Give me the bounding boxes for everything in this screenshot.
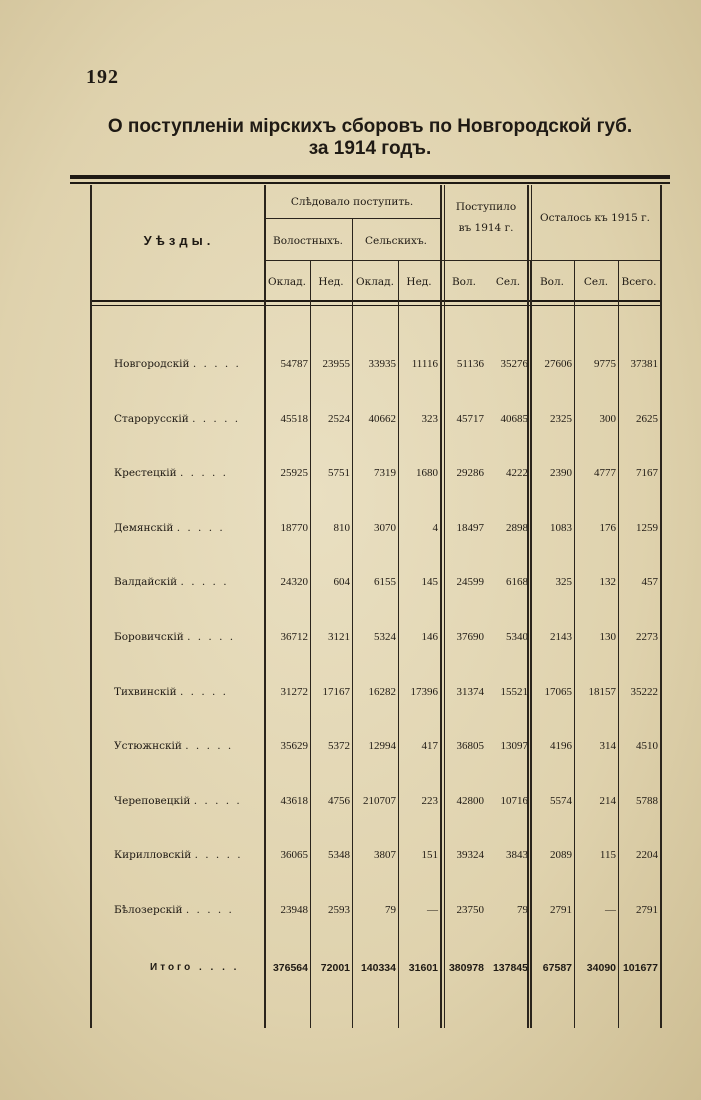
header-sel-ostalos: Сел. <box>583 276 609 288</box>
row-label: Боровичскій . . . . . <box>114 631 236 643</box>
header-uezdy: Уѣзды. <box>143 233 215 248</box>
row-label: Череповецкій . . . . . <box>114 794 242 807</box>
table-cell: 17396 <box>410 685 438 698</box>
table-cell: 1680 <box>416 467 438 480</box>
table-cell: 101677 <box>622 962 658 974</box>
table-cell: 140334 <box>360 962 396 974</box>
table-cell: 27606 <box>544 358 572 370</box>
table-top-rule <box>70 175 670 179</box>
table-cell: 1083 <box>550 521 572 534</box>
table-cell: 4196 <box>550 740 572 753</box>
table-cell: 37381 <box>630 358 658 370</box>
table-cell: 17065 <box>544 685 572 698</box>
header-postupilo-1: Поступило <box>455 201 517 213</box>
table-cell: 2524 <box>328 412 350 425</box>
table-cell: 5340 <box>506 631 528 643</box>
table-cell: 31272 <box>280 685 308 698</box>
table-cell: 5372 <box>328 740 350 753</box>
table-cell: 24320 <box>280 576 308 589</box>
table-cell: 17167 <box>322 685 350 698</box>
table-cell: 2273 <box>636 631 658 643</box>
table-cell: 4777 <box>594 467 616 480</box>
table-cell: 417 <box>421 740 438 753</box>
document-title-line2: за 1914 годъ. <box>308 138 432 159</box>
table-cell: 12994 <box>368 740 396 753</box>
header-volostnykh: Волостныхъ. <box>272 235 343 247</box>
table-cell: 18770 <box>280 521 308 534</box>
table-cell: — <box>605 904 616 916</box>
table-cell: 137845 <box>492 962 528 974</box>
header-vsego: Всего. <box>621 276 657 288</box>
table-cell: 223 <box>421 794 438 807</box>
table-cell: 43618 <box>280 794 308 807</box>
header-rule-subcols <box>264 260 660 261</box>
header-okl-vol: Оклад. <box>268 276 306 288</box>
table-cell: 146 <box>421 631 438 643</box>
table-cell: 810 <box>333 521 350 534</box>
table-cell: 4756 <box>328 794 350 807</box>
table-cell: 34090 <box>586 962 616 974</box>
table-cell: 210707 <box>363 794 396 807</box>
table-cell: 2204 <box>636 849 658 862</box>
table-cell: 29286 <box>456 467 484 480</box>
table-cell: 151 <box>421 849 438 862</box>
table-cell: 79 <box>385 904 396 916</box>
table-cell: — <box>427 904 438 916</box>
row-label: Новгородскій . . . . . <box>114 358 241 370</box>
row-label: Старорусскій . . . . . <box>114 412 241 425</box>
table-cell: 2593 <box>328 904 350 916</box>
table-cell: 6168 <box>506 576 528 589</box>
table-top-rule-2 <box>70 182 670 184</box>
table-cell: 214 <box>599 794 616 807</box>
header-ned-sel: Нед. <box>406 276 432 288</box>
table-cell: 3807 <box>374 849 396 862</box>
table-cell: 5788 <box>636 794 658 807</box>
table-cell: 314 <box>599 740 616 753</box>
table-cell: 37690 <box>456 631 484 643</box>
table-cell: 5574 <box>550 794 572 807</box>
table-cell: 45518 <box>280 412 308 425</box>
table-cell: 31601 <box>408 962 438 974</box>
table-cell: 36712 <box>280 631 308 643</box>
table-cell: 4 <box>432 521 438 534</box>
table-cell: 72001 <box>320 962 350 974</box>
column-divider <box>531 185 532 1028</box>
table-cell: 40685 <box>500 412 528 425</box>
table-cell: 35222 <box>630 685 658 698</box>
table-cell: 2143 <box>550 631 572 643</box>
table-cell: 51136 <box>456 358 484 370</box>
table-cell: 13097 <box>500 740 528 753</box>
page-number: 192 <box>86 66 119 88</box>
header-sel-postupilo: Сел. <box>495 276 521 288</box>
header-selskikh: Сельскихъ. <box>364 235 427 247</box>
table-cell: 5324 <box>374 631 396 643</box>
table-cell: 3070 <box>374 521 396 534</box>
table-cell: 23948 <box>280 904 308 916</box>
table-right-border <box>660 185 662 1028</box>
table-cell: 7319 <box>374 467 396 480</box>
table-cell: 2791 <box>550 904 572 916</box>
table-cell: 15521 <box>500 685 528 698</box>
table-cell: 24599 <box>456 576 484 589</box>
table-cell: 380978 <box>448 962 484 974</box>
table-cell: 18157 <box>588 685 616 698</box>
table-cell: 145 <box>421 576 438 589</box>
table-cell: 1259 <box>636 521 658 534</box>
table-cell: 10716 <box>500 794 528 807</box>
table-cell: 2898 <box>506 521 528 534</box>
table-cell: 9775 <box>594 358 616 370</box>
table-cell: 18497 <box>456 521 484 534</box>
table-cell: 45717 <box>456 412 484 425</box>
header-sledovalo: Слѣдовало поступить. <box>290 196 414 208</box>
table-cell: 31374 <box>456 685 484 698</box>
table-cell: 2325 <box>550 412 572 425</box>
table-cell: 35276 <box>500 358 528 370</box>
table-cell: 4222 <box>506 467 528 480</box>
row-label: Кирилловскій . . . . . <box>114 849 243 862</box>
table-cell: 11116 <box>411 358 438 370</box>
table-cell: 42800 <box>456 794 484 807</box>
table-cell: 2791 <box>636 904 658 916</box>
table-cell: 2089 <box>550 849 572 862</box>
total-row-label: Итого . . . . <box>150 962 240 973</box>
column-divider <box>440 185 442 1028</box>
document-title-line1: О поступленіи мірскихъ сборовъ по Новгородской губ. <box>107 116 633 137</box>
table-cell: 23955 <box>322 358 350 370</box>
table-cell: 5348 <box>328 849 350 862</box>
table-cell: 176 <box>599 521 616 534</box>
table-cell: 604 <box>333 576 350 589</box>
table-cell: 323 <box>421 412 438 425</box>
table-cell: 40662 <box>368 412 396 425</box>
table-cell: 33935 <box>368 358 396 370</box>
table-cell: 300 <box>599 412 616 425</box>
table-cell: 36805 <box>456 740 484 753</box>
table-cell: 132 <box>599 576 616 589</box>
table-cell: 35629 <box>280 740 308 753</box>
table-cell: 5751 <box>328 467 350 480</box>
column-divider <box>264 185 266 1028</box>
table-cell: 2390 <box>550 467 572 480</box>
table-cell: 3843 <box>506 849 528 862</box>
table-cell: 7167 <box>636 467 658 480</box>
header-vol-postupilo: Вол. <box>451 276 477 288</box>
table-left-border <box>90 185 92 1028</box>
row-label: Валдайскій . . . . . <box>114 576 229 589</box>
table-cell: 4510 <box>636 740 658 753</box>
table-cell: 376564 <box>272 962 308 974</box>
table-cell: 325 <box>555 576 572 589</box>
table-cell: 54787 <box>280 358 308 370</box>
table-cell: 2625 <box>636 412 658 425</box>
row-label: Устюжнскій . . . . . <box>114 740 234 753</box>
column-divider <box>527 185 529 1028</box>
table-cell: 16282 <box>368 685 396 698</box>
table-cell: 25925 <box>280 467 308 480</box>
table-cell: 6155 <box>374 576 396 589</box>
row-label: Тихвинскій . . . . . <box>114 685 229 698</box>
column-divider <box>444 185 445 1028</box>
table-cell: 3121 <box>328 631 350 643</box>
header-postupilo-2: въ 1914 г. <box>458 222 514 234</box>
table-cell: 79 <box>517 904 528 916</box>
table-cell: 115 <box>599 849 616 862</box>
row-label: Крестецкій . . . . . <box>114 467 229 480</box>
header-vol-ostalos: Вол. <box>539 276 565 288</box>
table-cell: 67587 <box>542 962 572 974</box>
header-ned-vol: Нед. <box>318 276 344 288</box>
header-ostalos: Осталось къ 1915 г. <box>540 212 650 224</box>
table-cell: 130 <box>599 631 616 643</box>
row-label: Демянскій . . . . . <box>114 521 225 534</box>
header-okl-sel: Оклад. <box>356 276 394 288</box>
table-cell: 39324 <box>456 849 484 862</box>
table-cell: 23750 <box>456 904 484 916</box>
table-cell: 36065 <box>280 849 308 862</box>
table-cell: 457 <box>641 576 658 589</box>
row-label: Бѣлозерскій . . . . . <box>114 904 234 916</box>
